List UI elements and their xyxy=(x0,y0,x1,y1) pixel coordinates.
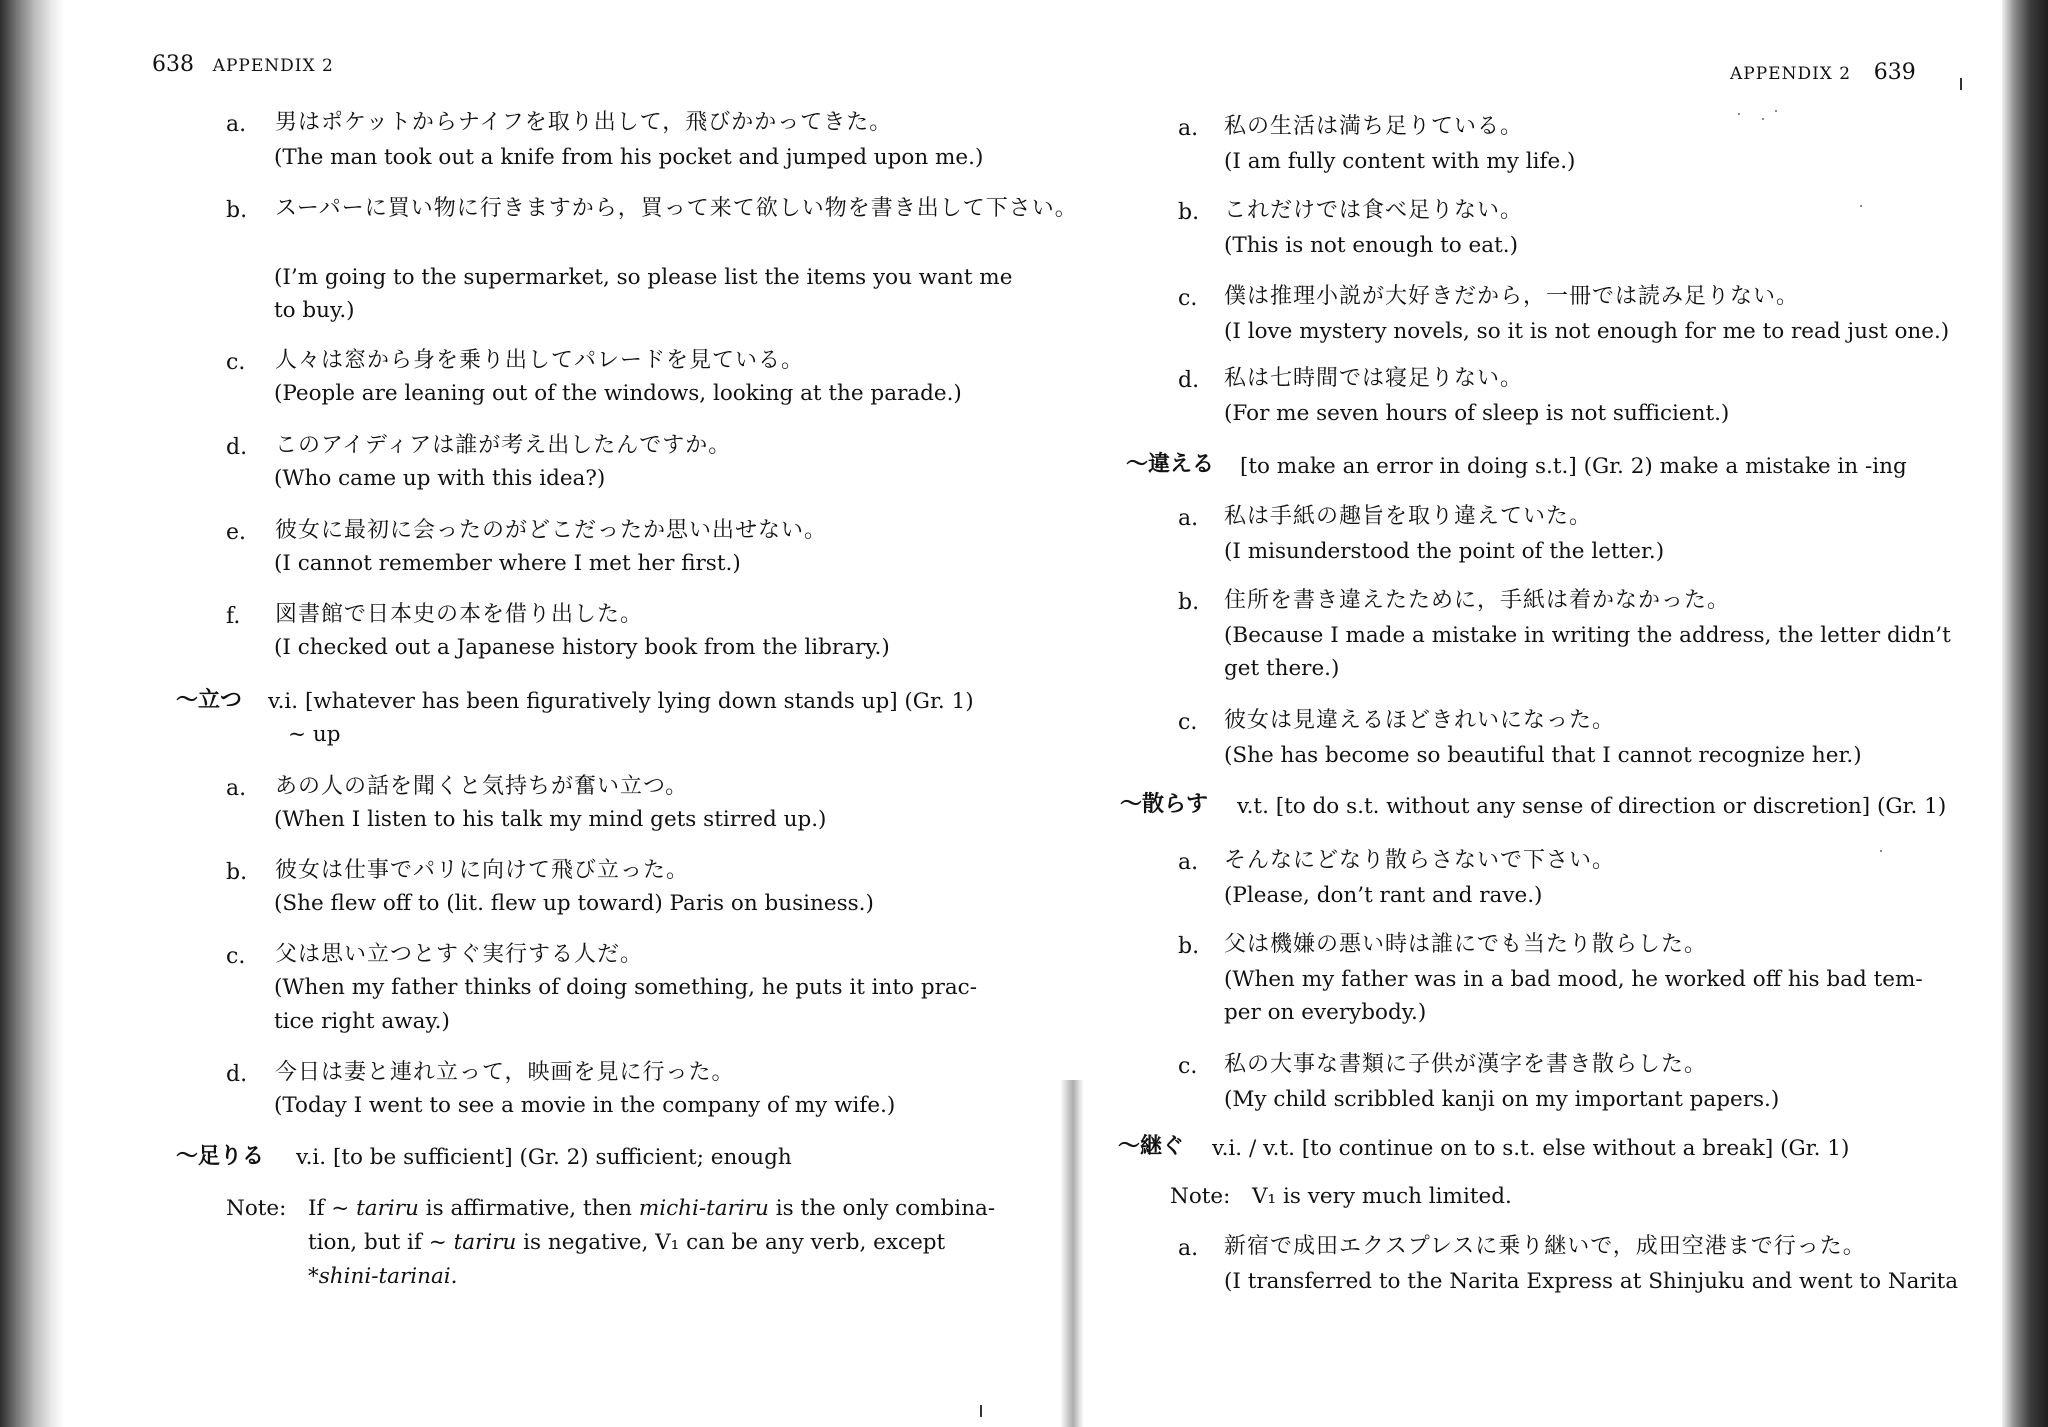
entry-headword: 〜立つ xyxy=(176,688,243,713)
example-label: b. xyxy=(1178,590,1200,615)
example-label: a. xyxy=(226,112,247,137)
example-label: a. xyxy=(1178,1236,1199,1261)
example-label: c. xyxy=(1178,286,1198,311)
example-translation: (I’m going to the supermarket, so please list the items you want me xyxy=(274,265,1013,290)
margin-mark xyxy=(1960,78,1962,90)
example-translation: get there.) xyxy=(1224,656,1340,681)
example-label: c. xyxy=(1178,710,1198,735)
example-translation: (When my father thinks of doing something, he puts it into prac- xyxy=(274,975,977,1000)
entry-headword: 〜足りる xyxy=(176,1144,265,1169)
scan-speck xyxy=(1762,118,1764,120)
example-japanese: 僕は推理小説が大好きだから，一冊では読み足りない。 xyxy=(1224,284,1800,309)
right-scan-edge xyxy=(2002,0,2048,1427)
example-label: a. xyxy=(1178,506,1199,531)
running-head: APPENDIX 2 xyxy=(212,56,334,76)
example-japanese: このアイディアは誰が考え出したんですか。 xyxy=(275,433,732,458)
example-translation: (Who came up with this idea?) xyxy=(274,466,606,491)
example-japanese: 彼女に最初に会ったのがどこだったか思い出せない。 xyxy=(275,518,828,543)
example-translation: (Please, don’t rant and rave.) xyxy=(1224,883,1543,908)
note-label: Note: xyxy=(226,1196,287,1221)
entry-definition: v.i. [to be sufficient] (Gr. 2) sufficient; enough xyxy=(296,1145,792,1170)
example-japanese: 住所を書き違えたために，手紙は着かなかった。 xyxy=(1224,588,1731,613)
example-translation: (She has become so beautiful that I cannot recognize her.) xyxy=(1224,743,1862,768)
example-japanese: 今日は妻と連れ立って，映画を見に行った。 xyxy=(275,1060,735,1085)
page-number: 638 xyxy=(152,52,194,77)
example-label: a. xyxy=(1178,850,1199,875)
example-japanese: 彼女は見違えるほどきれいになった。 xyxy=(1224,708,1616,733)
example-label: b. xyxy=(1178,200,1200,225)
example-label: b. xyxy=(1178,934,1200,959)
example-japanese: 人々は窓から身を乗り出してパレードを見ている。 xyxy=(275,348,805,373)
example-label: c. xyxy=(226,350,246,375)
entry-headword: 〜違える xyxy=(1126,452,1215,477)
example-translation: (My child scribbled kanji on my important papers.) xyxy=(1224,1087,1780,1112)
example-translation: (I misunderstood the point of the letter.) xyxy=(1224,539,1665,564)
entry-definition: ~ up xyxy=(288,722,341,747)
example-japanese: 私は手紙の趣旨を取り違えていた。 xyxy=(1224,504,1593,529)
example-label: b. xyxy=(226,198,248,223)
example-japanese: スーパーに買い物に行きますから，買って来て欲しい物を書き出して下さい。 xyxy=(275,196,1078,221)
running-header xyxy=(152,54,334,76)
example-label: c. xyxy=(1178,1054,1198,1079)
example-translation: (I transferred to the Narita Express at Shinjuku and went to Narita xyxy=(1224,1269,1959,1294)
entry-headword: 〜継ぐ xyxy=(1118,1134,1185,1159)
example-japanese: 私の大事な書類に子供が漢字を書き散らした。 xyxy=(1224,1052,1708,1077)
example-japanese: 新宿で成田エクスプレスに乗り継いで，成田空港まで行った。 xyxy=(1224,1234,1866,1259)
entry-definition: v.i. [whatever has been figuratively lying down stands up] (Gr. 1) xyxy=(268,689,974,714)
example-translation: per on everybody.) xyxy=(1224,1000,1427,1025)
scan-speck xyxy=(1775,110,1777,112)
example-japanese: これだけでは食べ足りない。 xyxy=(1224,198,1524,223)
example-japanese: 父は思い立つとすぐ実行する人だ。 xyxy=(275,942,644,967)
example-translation: (Because I made a mistake in writing the address, the letter didn’t xyxy=(1224,623,1951,648)
note-text: tion, but if ~ tariru is negative, V₁ can be any verb, except xyxy=(308,1230,946,1255)
example-translation: (I am fully content with my life.) xyxy=(1224,149,1576,174)
entry-definition: v.i. / v.t. [to continue on to s.t. else without a break] (Gr. 1) xyxy=(1212,1136,1850,1161)
note-text: *shini-tarinai. xyxy=(308,1264,458,1289)
example-label: a. xyxy=(1178,116,1199,141)
example-japanese: 私の生活は満ち足りている。 xyxy=(1224,114,1524,139)
page-number: 639 xyxy=(1873,60,1916,85)
note-text: If ~ tariru is affirmative, then michi-tariru is the only combina- xyxy=(308,1196,996,1221)
example-japanese: 私は七時間では寝足りない。 xyxy=(1224,366,1524,391)
scan-speck xyxy=(1738,113,1740,115)
example-translation: (This is not enough to eat.) xyxy=(1224,233,1518,258)
entry-headword: 〜散らす xyxy=(1120,792,1209,817)
example-translation: (She flew off to (lit. flew up toward) Paris on business.) xyxy=(274,891,874,916)
example-japanese: 図書館で日本史の本を借り出した。 xyxy=(275,602,644,627)
example-translation: (The man took out a knife from his pocket and jumped upon me.) xyxy=(274,145,984,170)
book-gutter-shadow xyxy=(1060,1080,1084,1427)
example-translation: (Today I went to see a movie in the company of my wife.) xyxy=(274,1093,896,1118)
note-label: Note: xyxy=(1170,1184,1231,1209)
example-japanese: 父は機嫌の悪い時は誰にでも当たり散らした。 xyxy=(1224,932,1708,957)
example-translation: tice right away.) xyxy=(274,1009,450,1034)
running-head: APPENDIX 2 xyxy=(1730,64,1852,84)
example-translation: to buy.) xyxy=(274,298,355,323)
scan-speck xyxy=(1860,205,1862,207)
example-label: f. xyxy=(226,604,241,629)
scan-speck xyxy=(1880,850,1882,852)
example-label: a. xyxy=(226,776,247,801)
left-scan-edge xyxy=(0,0,64,1427)
example-label: e. xyxy=(226,520,247,545)
running-header xyxy=(1730,62,1916,84)
example-japanese: あの人の話を聞くと気持ちが奮い立つ。 xyxy=(275,774,689,799)
example-japanese: 男はポケットからナイフを取り出して，飛びかかってきた。 xyxy=(275,110,893,135)
example-label: d. xyxy=(226,435,248,460)
example-translation: (When my father was in a bad mood, he worked off his bad tem- xyxy=(1224,967,1923,992)
entry-definition: [to make an error in doing s.t.] (Gr. 2) make a mistake in -ing xyxy=(1240,454,1907,479)
example-translation: (People are leaning out of the windows, looking at the parade.) xyxy=(274,381,962,406)
margin-mark xyxy=(980,1405,982,1417)
entry-definition: v.t. [to do s.t. without any sense of direction or discretion] (Gr. 1) xyxy=(1237,794,1947,819)
example-label: d. xyxy=(1178,368,1200,393)
example-japanese: 彼女は仕事でパリに向けて飛び立った。 xyxy=(275,858,690,883)
note-text: V₁ is very much limited. xyxy=(1252,1184,1512,1209)
example-translation: (I cannot remember where I met her first.) xyxy=(274,551,741,576)
example-label: b. xyxy=(226,860,248,885)
example-label: c. xyxy=(226,944,246,969)
example-translation: (For me seven hours of sleep is not sufficient.) xyxy=(1224,401,1730,426)
example-translation: (I love mystery novels, so it is not enough for me to read just one.) xyxy=(1224,319,1950,344)
example-japanese: そんなにどなり散らさないで下さい。 xyxy=(1224,848,1616,873)
example-label: d. xyxy=(226,1062,248,1087)
example-translation: (I checked out a Japanese history book from the library.) xyxy=(274,635,890,660)
example-translation: (When I listen to his talk my mind gets stirred up.) xyxy=(274,807,827,832)
